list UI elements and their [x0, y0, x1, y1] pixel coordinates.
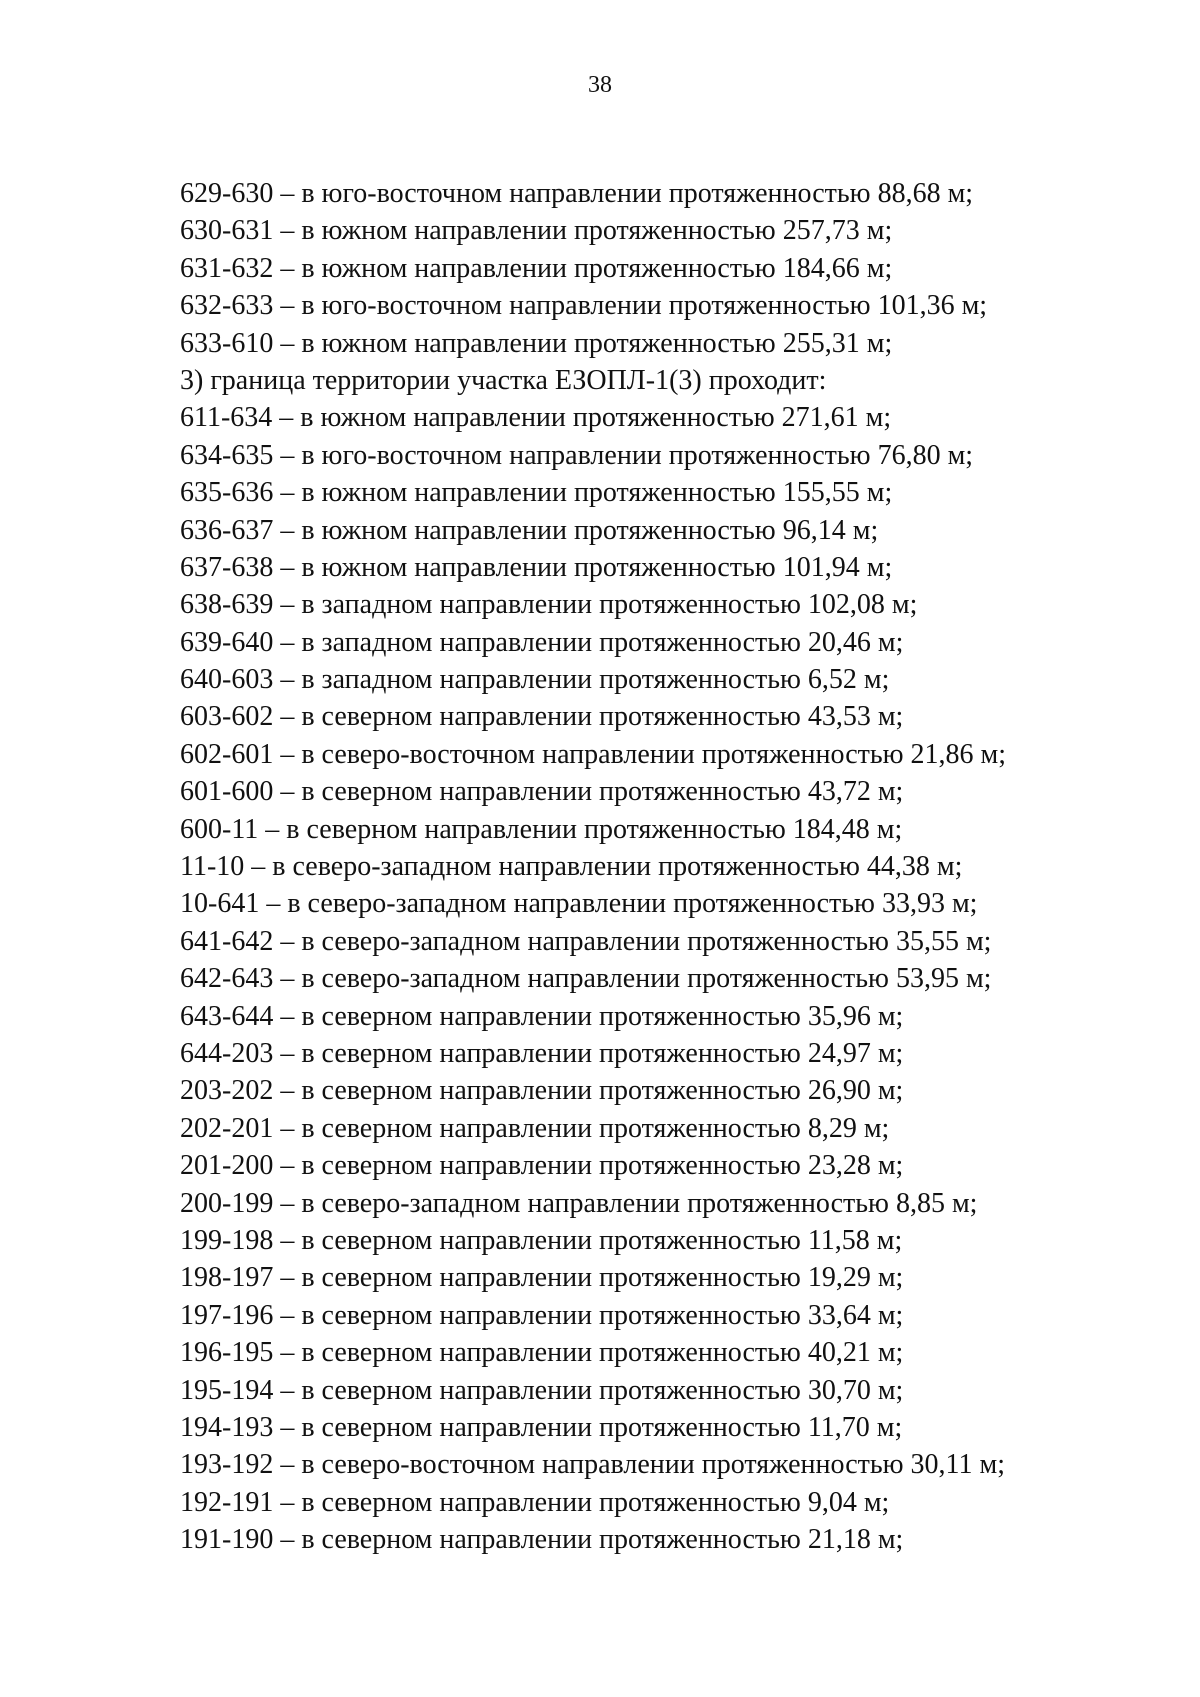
list-item: 633-610 – в южном направлении протяженностью 255,31 м;: [180, 327, 893, 359]
list-item: 200-199 – в северо-западном направлении протяженностью 8,85 м;: [180, 1187, 978, 1219]
list-item: 198-197 – в северном направлении протяженностью 19,29 м;: [180, 1262, 904, 1294]
list-item: 640-603 – в западном направлении протяженностью 6,52 м;: [180, 664, 890, 696]
list-item: 634-635 – в юго-восточном направлении протяженностью 76,80 м;: [180, 439, 974, 471]
list-item: 191-190 – в северном направлении протяженностью 21,18 м;: [180, 1524, 904, 1556]
list-item: 199-198 – в северном направлении протяженностью 11,58 м;: [180, 1224, 903, 1256]
list-item: 637-638 – в южном направлении протяженностью 101,94 м;: [180, 551, 893, 583]
list-item: 629-630 – в юго-восточном направлении протяженностью 88,68 м;: [180, 178, 974, 209]
list-item: 643-644 – в северном направлении протяженностью 35,96 м;: [180, 1000, 904, 1032]
list-item: 601-600 – в северном направлении протяженностью 43,72 м;: [180, 776, 904, 808]
list-item: 630-631 – в южном направлении протяженностью 257,73 м;: [180, 215, 893, 247]
list-item: 611-634 – в южном направлении протяженностью 271,61 м;: [180, 402, 892, 434]
list-item: 644-203 – в северном направлении протяженностью 24,97 м;: [180, 1037, 904, 1069]
list-item: 193-192 – в северо-восточном направлении протяженностью 30,11 м;: [180, 1449, 1006, 1481]
list-item: 602-601 – в северо-восточном направлении протяженностью 21,86 м;: [180, 738, 1007, 770]
list-item: 197-196 – в северном направлении протяженностью 33,64 м;: [180, 1299, 904, 1331]
list-item: 196-195 – в северном направлении протяженностью 40,21 м;: [180, 1337, 904, 1369]
list-item: 636-637 – в южном направлении протяженностью 96,14 м;: [180, 514, 879, 546]
list-item: 11-10 – в северо-западном направлении протяженностью 44,38 м;: [180, 851, 963, 883]
page-number: 38: [588, 72, 612, 98]
list-item: 635-636 – в южном направлении протяженностью 155,55 м;: [180, 477, 893, 509]
list-item: 638-639 – в западном направлении протяженностью 102,08 м;: [180, 589, 918, 621]
list-item: 639-640 – в западном направлении протяженностью 20,46 м;: [180, 626, 904, 658]
list-item: 202-201 – в северном направлении протяженностью 8,29 м;: [180, 1112, 890, 1144]
list-item: 10-641 – в северо-западном направлении протяженностью 33,93 м;: [180, 888, 978, 920]
list-item: 632-633 – в юго-восточном направлении протяженностью 101,36 м;: [180, 290, 988, 322]
list-item: 642-643 – в северо-западном направлении протяженностью 53,95 м;: [180, 963, 992, 995]
list-item: 603-602 – в северном направлении протяженностью 43,53 м;: [180, 701, 904, 733]
boundary-description-list: [180, 175, 1140, 1558]
list-item: 201-200 – в северном направлении протяженностью 23,28 м;: [180, 1150, 904, 1182]
list-item: 194-193 – в северном направлении протяженностью 11,70 м;: [180, 1411, 903, 1443]
list-item: 631-632 – в южном направлении протяженностью 184,66 м;: [180, 252, 893, 284]
list-item: 203-202 – в северном направлении протяженностью 26,90 м;: [180, 1075, 904, 1107]
list-item: 195-194 – в северном направлении протяженностью 30,70 м;: [180, 1374, 904, 1406]
list-item: 600-11 – в северном направлении протяженностью 184,48 м;: [180, 813, 903, 845]
section-heading: 3) граница территории участка ЕЗОПЛ-1(3) проходит:: [180, 364, 827, 396]
list-item: 192-191 – в северном направлении протяженностью 9,04 м;: [180, 1486, 890, 1518]
list-item: 641-642 – в северо-западном направлении протяженностью 35,55 м;: [180, 925, 992, 957]
